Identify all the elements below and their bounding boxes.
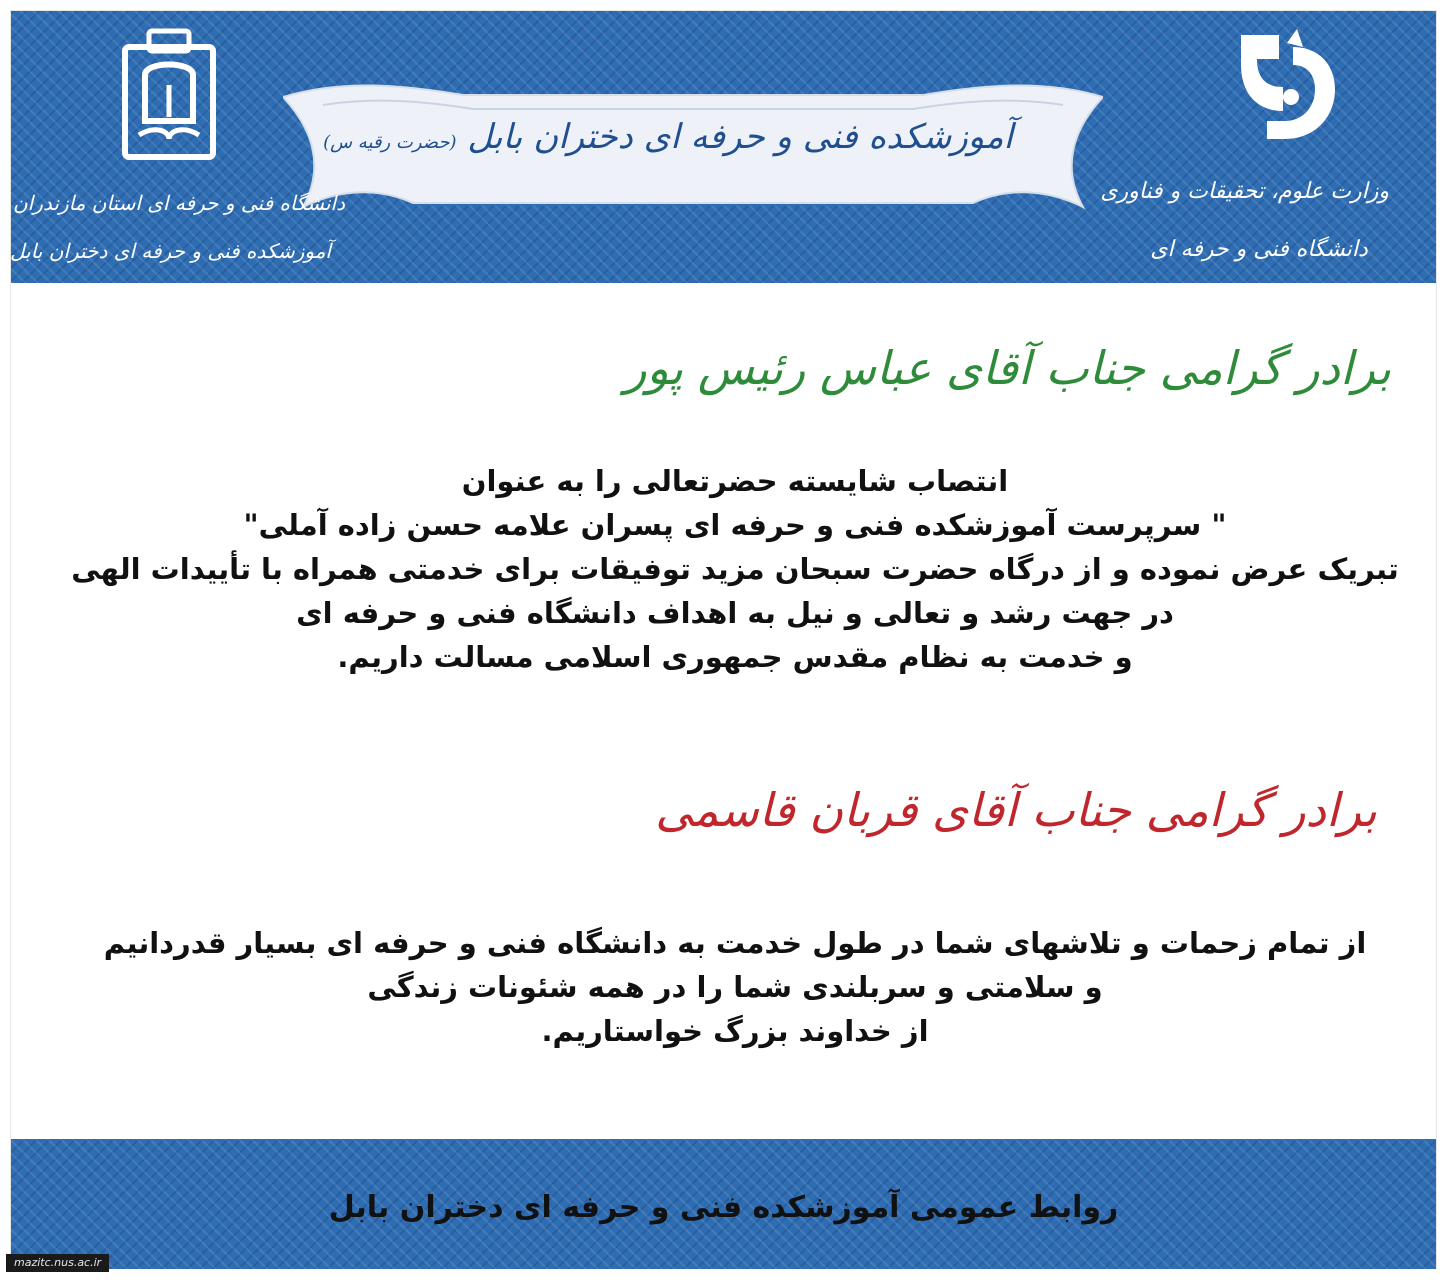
section2-line: از تمام زحمات و تلاشهای شما در طول خدمت به دانشگاه فنی و حرفه ای بسیار قدردانیم — [103, 926, 1367, 960]
header-banner — [11, 11, 1436, 283]
university-caption: دانشگاه فنی و حرفه ای — [1150, 237, 1368, 262]
site-watermark: mazitc.nus.ac.ir — [6, 1254, 109, 1272]
institute-title — [323, 117, 1013, 157]
institute-title-suffix: (حضرت رقیه س) — [323, 132, 457, 153]
section1-line: انتصاب شایسته حضرتعالی را به عنوان — [461, 464, 1009, 498]
section1-paragraph — [37, 459, 1433, 679]
section1-line: تبریک عرض نموده و از درگاه حضرت سبحان مزید توفیقات برای خدمتی همراه با تأییدات الهی — [71, 552, 1399, 586]
section2-line: از خداوند بزرگ خواستاریم. — [541, 1014, 929, 1048]
section1-line: " سرپرست آموزشکده فنی و حرفه ای پسران علامه حسن زاده آملی" — [243, 508, 1227, 542]
section1-line: و خدمت به نظام مقدس جمهوری اسلامی مسالت داریم. — [337, 640, 1133, 674]
footer-signature: روابط عمومی آموزشکده فنی و حرفه ای دختران بابل — [328, 1190, 1119, 1225]
institute-title-text: آموزشکده فنی و حرفه ای دختران بابل — [467, 117, 1013, 157]
tvu-emblem-icon — [1227, 25, 1347, 155]
ministry-caption: وزارت علوم، تحقیقات و فناوری — [1100, 179, 1389, 204]
province-caption: دانشگاه فنی و حرفه ای استان مازندران — [12, 191, 345, 215]
announcement-frame — [10, 10, 1437, 1268]
section1-heading: برادر گرامی جناب آقای عباس رئیس پور — [624, 341, 1391, 395]
section1-line: در جهت رشد و تعالی و نیل به اهداف دانشگاه فنی و حرفه ای — [296, 596, 1174, 630]
section2-paragraph — [37, 921, 1433, 1053]
section2-heading: برادر گرامی جناب آقای قربان قاسمی — [655, 783, 1377, 837]
section2-line: و سلامتی و سربلندی شما را در همه شئونات زندگی — [367, 970, 1103, 1004]
institute-emblem-icon — [119, 25, 219, 165]
institute-caption: آموزشکده فنی و حرفه ای دختران بابل — [10, 239, 331, 263]
